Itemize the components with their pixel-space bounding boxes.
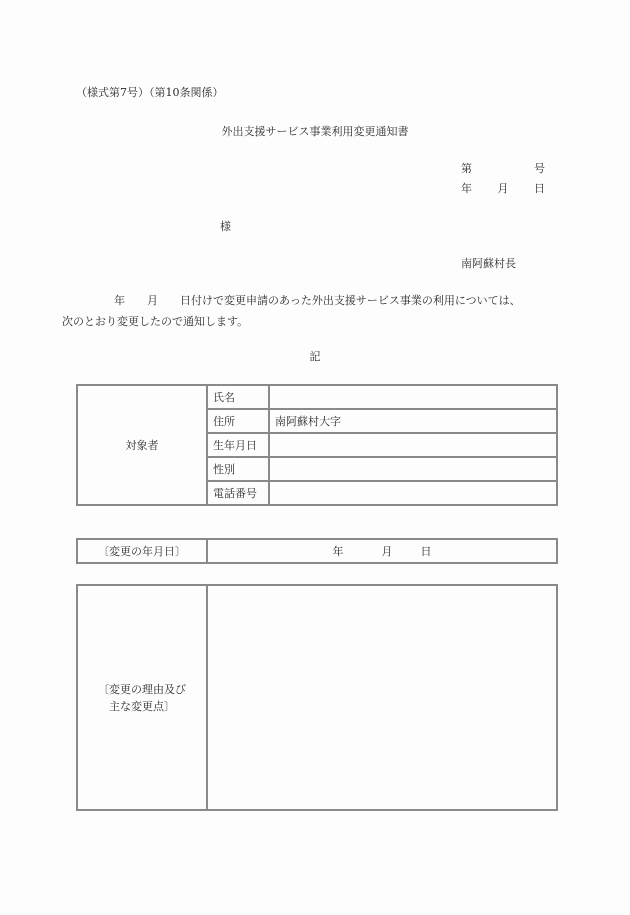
subject-table xyxy=(76,384,558,506)
change-date-month: 月 xyxy=(381,545,393,558)
doc-date-year: 年 xyxy=(461,182,472,195)
change-date-day: 日 xyxy=(420,545,432,558)
phone-field[interactable] xyxy=(269,481,557,505)
table-row xyxy=(77,585,557,810)
gender-label: 性別 xyxy=(207,457,269,481)
doc-date-day: 日 xyxy=(534,182,545,195)
table-row xyxy=(77,385,557,409)
address-field[interactable]: 南阿蘇村大字 xyxy=(269,409,557,433)
document-number xyxy=(461,160,545,176)
body-year: 年 xyxy=(114,294,125,307)
change-reason-table xyxy=(76,584,558,811)
body-text-line2: 次のとおり変更したので通知します。 xyxy=(62,315,249,328)
name-label: 氏名 xyxy=(207,385,269,409)
subject-group-label: 対象者 xyxy=(77,385,207,505)
body-text-line1 xyxy=(76,292,558,308)
change-reason-label-line1: 〔変更の理由及び xyxy=(98,682,186,696)
change-date-table xyxy=(76,538,558,564)
body-rest: 日付けで変更申請のあった外出支援サービス事業の利用については、 xyxy=(180,294,521,307)
change-reason-label xyxy=(77,585,207,810)
birthdate-field[interactable] xyxy=(269,433,557,457)
change-reason-field[interactable] xyxy=(207,585,557,810)
name-field[interactable] xyxy=(269,385,557,409)
issuer: 南阿蘇村長 xyxy=(461,257,516,270)
address-label: 住所 xyxy=(207,409,269,433)
ki-heading: 記 xyxy=(309,350,321,363)
gender-field[interactable] xyxy=(269,457,557,481)
form-reference: （様式第7号）（第10条関係） xyxy=(76,86,224,99)
change-date-year: 年 xyxy=(332,545,344,558)
birthdate-label: 生年月日 xyxy=(207,433,269,457)
doc-date-month: 月 xyxy=(497,182,509,195)
document-date xyxy=(461,180,545,196)
table-row xyxy=(77,539,557,563)
body-month: 月 xyxy=(147,294,158,307)
change-reason-label-line2: 主な変更点〕 xyxy=(109,699,175,713)
change-date-field[interactable] xyxy=(207,539,557,563)
phone-label: 電話番号 xyxy=(207,481,269,505)
doc-number-prefix: 第 xyxy=(461,162,472,175)
addressee: 様 xyxy=(220,220,231,233)
change-date-label: 〔変更の年月日〕 xyxy=(77,539,207,563)
doc-number-suffix: 号 xyxy=(534,162,545,175)
document-title: 外出支援サービス事業利用変更通知書 xyxy=(221,125,409,138)
